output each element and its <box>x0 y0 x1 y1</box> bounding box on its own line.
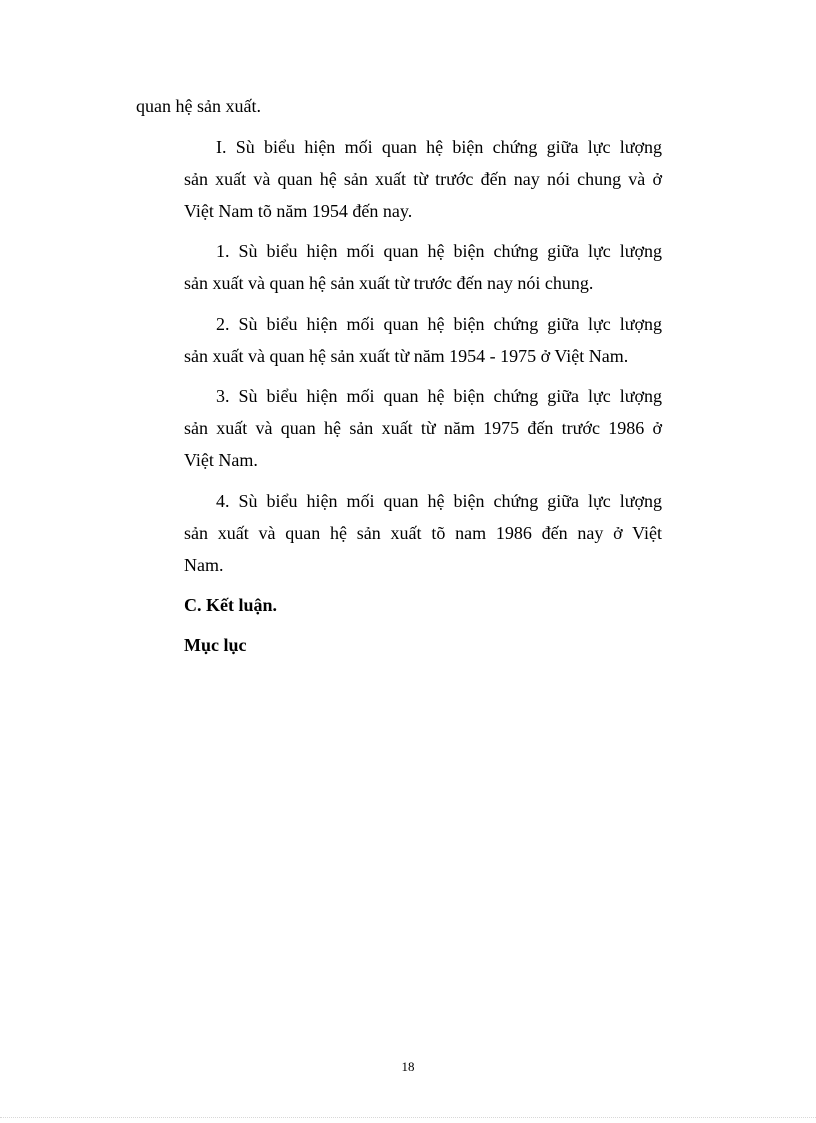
page-number: 18 <box>401 1059 415 1074</box>
section-1-line-3: Việt Nam tõ năm 1954 đến nay. <box>184 201 413 221</box>
section-4-line-2: sản xuất và quan hệ sản xuất từ năm 1975 đến trước 1986 ở <box>184 418 662 438</box>
section-5-line-2: sản xuất và quan hệ sản xuất tõ nam 1986 đến nay ở Việt <box>184 523 662 543</box>
conclusion-heading: C. Kết luận. <box>184 595 278 615</box>
section-3-line-2: sản xuất và quan hệ sản xuất từ năm 1954 - 1975 ở Việt Nam. <box>184 346 629 366</box>
page-bottom-divider <box>0 1117 816 1118</box>
section-5-line-1: 4. Sù biểu hiện mối quan hệ biện chứng giữa lực lượng <box>216 491 662 511</box>
toc-heading: Mục lục <box>184 635 247 655</box>
section-4-line-1: 3. Sù biểu hiện mối quan hệ biện chứng giữa lực lượng <box>216 386 662 406</box>
continuation-line: quan hệ sản xuất. <box>136 96 261 116</box>
section-5-line-3: Nam. <box>184 555 224 575</box>
section-2-line-2: sản xuất và quan hệ sản xuất từ trước đến nay nói chung. <box>184 273 594 293</box>
section-2-line-1: 1. Sù biểu hiện mối quan hệ biện chứng giữa lực lượng <box>216 241 662 261</box>
section-1-line-2: sản xuất và quan hệ sản xuất từ trước đến nay nói chung và ở <box>184 169 662 189</box>
section-4-line-3: Việt Nam. <box>184 450 258 470</box>
section-1-line-1: I. Sù biểu hiện mối quan hệ biện chứng giữa lực lượng <box>216 137 662 157</box>
section-3-line-1: 2. Sù biểu hiện mối quan hệ biện chứng giữa lực lượng <box>216 314 662 334</box>
